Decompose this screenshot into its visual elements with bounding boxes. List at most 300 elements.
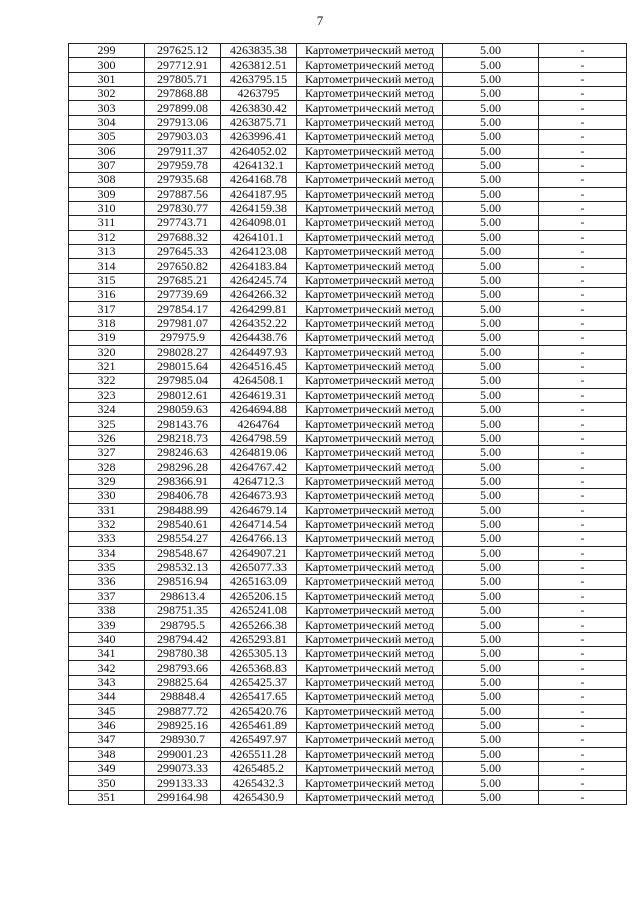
point-number-cell: 346 — [69, 718, 145, 732]
method-cell: Картометрический метод — [297, 331, 443, 345]
y-coordinate-cell: 4264245.74 — [221, 273, 297, 287]
method-cell: Картометрический метод — [297, 187, 443, 201]
point-number-cell: 299 — [69, 44, 145, 58]
y-coordinate-cell: 4263830.42 — [221, 101, 297, 115]
point-number-cell: 339 — [69, 618, 145, 632]
accuracy-cell: 5.00 — [443, 201, 539, 215]
accuracy-cell: 5.00 — [443, 776, 539, 790]
point-number-cell: 343 — [69, 675, 145, 689]
description-cell: - — [539, 690, 627, 704]
x-coordinate-cell: 297911.37 — [145, 144, 221, 158]
x-coordinate-cell: 297913.06 — [145, 115, 221, 129]
table-row — [69, 546, 627, 560]
y-coordinate-cell: 4264183.84 — [221, 259, 297, 273]
point-number-cell: 329 — [69, 474, 145, 488]
table-row — [69, 331, 627, 345]
y-coordinate-cell: 4265432.3 — [221, 776, 297, 790]
point-number-cell: 330 — [69, 489, 145, 503]
point-number-cell: 345 — [69, 704, 145, 718]
accuracy-cell: 5.00 — [443, 302, 539, 316]
y-coordinate-cell: 4263996.41 — [221, 130, 297, 144]
accuracy-cell: 5.00 — [443, 733, 539, 747]
x-coordinate-cell: 298848.4 — [145, 690, 221, 704]
table-row — [69, 187, 627, 201]
accuracy-cell: 5.00 — [443, 417, 539, 431]
table-row — [69, 690, 627, 704]
accuracy-cell: 5.00 — [443, 704, 539, 718]
point-number-cell: 347 — [69, 733, 145, 747]
description-cell: - — [539, 130, 627, 144]
description-cell: - — [539, 230, 627, 244]
accuracy-cell: 5.00 — [443, 761, 539, 775]
table-row — [69, 575, 627, 589]
table-row — [69, 560, 627, 574]
description-cell: - — [539, 273, 627, 287]
x-coordinate-cell: 297985.04 — [145, 374, 221, 388]
x-coordinate-cell: 297685.21 — [145, 273, 221, 287]
point-number-cell: 306 — [69, 144, 145, 158]
accuracy-cell: 5.00 — [443, 87, 539, 101]
y-coordinate-cell: 4264123.08 — [221, 245, 297, 259]
method-cell: Картометрический метод — [297, 44, 443, 58]
description-cell: - — [539, 302, 627, 316]
x-coordinate-cell: 297981.07 — [145, 316, 221, 330]
y-coordinate-cell: 4263835.38 — [221, 44, 297, 58]
y-coordinate-cell: 4264712.3 — [221, 474, 297, 488]
table-row — [69, 144, 627, 158]
method-cell: Картометрический метод — [297, 546, 443, 560]
y-coordinate-cell: 4265368.83 — [221, 661, 297, 675]
x-coordinate-cell: 298532.13 — [145, 560, 221, 574]
table-row — [69, 675, 627, 689]
method-cell: Картометрический метод — [297, 417, 443, 431]
method-cell: Картометрический метод — [297, 201, 443, 215]
point-number-cell: 310 — [69, 201, 145, 215]
point-number-cell: 349 — [69, 761, 145, 775]
point-number-cell: 350 — [69, 776, 145, 790]
accuracy-cell: 5.00 — [443, 331, 539, 345]
point-number-cell: 302 — [69, 87, 145, 101]
x-coordinate-cell: 298780.38 — [145, 647, 221, 661]
x-coordinate-cell: 298015.64 — [145, 359, 221, 373]
table-row — [69, 733, 627, 747]
description-cell: - — [539, 402, 627, 416]
x-coordinate-cell: 298930.7 — [145, 733, 221, 747]
y-coordinate-cell: 4264819.06 — [221, 446, 297, 460]
table-row — [69, 101, 627, 115]
x-coordinate-cell: 298825.64 — [145, 675, 221, 689]
method-cell: Картометрический метод — [297, 72, 443, 86]
x-coordinate-cell: 297899.08 — [145, 101, 221, 115]
method-cell: Картометрический метод — [297, 761, 443, 775]
point-number-cell: 326 — [69, 431, 145, 445]
table-row — [69, 288, 627, 302]
accuracy-cell: 5.00 — [443, 546, 539, 560]
table-row — [69, 589, 627, 603]
point-number-cell: 318 — [69, 316, 145, 330]
description-cell: - — [539, 790, 627, 804]
y-coordinate-cell: 4265497.97 — [221, 733, 297, 747]
accuracy-cell: 5.00 — [443, 402, 539, 416]
x-coordinate-cell: 297854.17 — [145, 302, 221, 316]
method-cell: Картометрический метод — [297, 144, 443, 158]
point-number-cell: 314 — [69, 259, 145, 273]
y-coordinate-cell: 4265293.81 — [221, 632, 297, 646]
x-coordinate-cell: 297959.78 — [145, 158, 221, 172]
description-cell: - — [539, 517, 627, 531]
x-coordinate-cell: 298218.73 — [145, 431, 221, 445]
y-coordinate-cell: 4264187.95 — [221, 187, 297, 201]
point-number-cell: 308 — [69, 173, 145, 187]
method-cell: Картометрический метод — [297, 690, 443, 704]
table-row — [69, 273, 627, 287]
x-coordinate-cell: 299133.33 — [145, 776, 221, 790]
description-cell: - — [539, 532, 627, 546]
method-cell: Картометрический метод — [297, 101, 443, 115]
method-cell: Картометрический метод — [297, 647, 443, 661]
point-number-cell: 315 — [69, 273, 145, 287]
accuracy-cell: 5.00 — [443, 661, 539, 675]
x-coordinate-cell: 298795.5 — [145, 618, 221, 632]
table-row — [69, 532, 627, 546]
method-cell: Картометрический метод — [297, 388, 443, 402]
x-coordinate-cell: 297975.9 — [145, 331, 221, 345]
accuracy-cell: 5.00 — [443, 589, 539, 603]
method-cell: Картометрический метод — [297, 173, 443, 187]
x-coordinate-cell: 298059.63 — [145, 402, 221, 416]
x-coordinate-cell: 298751.35 — [145, 604, 221, 618]
method-cell: Картометрический метод — [297, 288, 443, 302]
table-row — [69, 359, 627, 373]
description-cell: - — [539, 316, 627, 330]
x-coordinate-cell: 297712.91 — [145, 58, 221, 72]
table-row — [69, 417, 627, 431]
description-cell: - — [539, 158, 627, 172]
point-number-cell: 331 — [69, 503, 145, 517]
table-row — [69, 718, 627, 732]
x-coordinate-cell: 298548.67 — [145, 546, 221, 560]
x-coordinate-cell: 297868.88 — [145, 87, 221, 101]
method-cell: Картометрический метод — [297, 604, 443, 618]
table-row — [69, 115, 627, 129]
accuracy-cell: 5.00 — [443, 790, 539, 804]
accuracy-cell: 5.00 — [443, 158, 539, 172]
description-cell: - — [539, 115, 627, 129]
description-cell: - — [539, 101, 627, 115]
method-cell: Картометрический метод — [297, 158, 443, 172]
point-number-cell: 319 — [69, 331, 145, 345]
method-cell: Картометрический метод — [297, 503, 443, 517]
y-coordinate-cell: 4264052.02 — [221, 144, 297, 158]
accuracy-cell: 5.00 — [443, 130, 539, 144]
table-row — [69, 661, 627, 675]
method-cell: Картометрический метод — [297, 718, 443, 732]
y-coordinate-cell: 4264673.93 — [221, 489, 297, 503]
x-coordinate-cell: 297645.33 — [145, 245, 221, 259]
x-coordinate-cell: 298554.27 — [145, 532, 221, 546]
y-coordinate-cell: 4263875.71 — [221, 115, 297, 129]
x-coordinate-cell: 298406.78 — [145, 489, 221, 503]
x-coordinate-cell: 298012.61 — [145, 388, 221, 402]
y-coordinate-cell: 4264266.32 — [221, 288, 297, 302]
table-row — [69, 618, 627, 632]
accuracy-cell: 5.00 — [443, 388, 539, 402]
y-coordinate-cell: 4264679.14 — [221, 503, 297, 517]
method-cell: Картометрический метод — [297, 575, 443, 589]
accuracy-cell: 5.00 — [443, 632, 539, 646]
point-number-cell: 337 — [69, 589, 145, 603]
table-row — [69, 87, 627, 101]
description-cell: - — [539, 173, 627, 187]
x-coordinate-cell: 299073.33 — [145, 761, 221, 775]
description-cell: - — [539, 632, 627, 646]
description-cell: - — [539, 589, 627, 603]
page-number: 7 — [316, 13, 324, 28]
point-number-cell: 301 — [69, 72, 145, 86]
table-row — [69, 474, 627, 488]
description-cell: - — [539, 58, 627, 72]
description-cell: - — [539, 187, 627, 201]
point-number-cell: 351 — [69, 790, 145, 804]
accuracy-cell: 5.00 — [443, 345, 539, 359]
description-cell: - — [539, 704, 627, 718]
method-cell: Картометрический метод — [297, 460, 443, 474]
x-coordinate-cell: 297887.56 — [145, 187, 221, 201]
point-number-cell: 328 — [69, 460, 145, 474]
method-cell: Картометрический метод — [297, 87, 443, 101]
table-row — [69, 388, 627, 402]
method-cell: Картометрический метод — [297, 661, 443, 675]
x-coordinate-cell: 299164.98 — [145, 790, 221, 804]
x-coordinate-cell: 299001.23 — [145, 747, 221, 761]
y-coordinate-cell: 4265241.08 — [221, 604, 297, 618]
point-number-cell: 316 — [69, 288, 145, 302]
y-coordinate-cell: 4264352.22 — [221, 316, 297, 330]
y-coordinate-cell: 4264497.93 — [221, 345, 297, 359]
x-coordinate-cell: 297903.03 — [145, 130, 221, 144]
description-cell: - — [539, 575, 627, 589]
point-number-cell: 324 — [69, 402, 145, 416]
point-number-cell: 305 — [69, 130, 145, 144]
y-coordinate-cell: 4264438.76 — [221, 331, 297, 345]
point-number-cell: 327 — [69, 446, 145, 460]
x-coordinate-cell: 297805.71 — [145, 72, 221, 86]
description-cell: - — [539, 417, 627, 431]
accuracy-cell: 5.00 — [443, 618, 539, 632]
table-row — [69, 446, 627, 460]
table-row — [69, 489, 627, 503]
table-row — [69, 402, 627, 416]
accuracy-cell: 5.00 — [443, 273, 539, 287]
y-coordinate-cell: 4265305.13 — [221, 647, 297, 661]
table-row — [69, 158, 627, 172]
table-row — [69, 72, 627, 86]
description-cell: - — [539, 503, 627, 517]
x-coordinate-cell: 298540.61 — [145, 517, 221, 531]
accuracy-cell: 5.00 — [443, 259, 539, 273]
point-number-cell: 321 — [69, 359, 145, 373]
table-row — [69, 632, 627, 646]
method-cell: Картометрический метод — [297, 302, 443, 316]
table-row — [69, 173, 627, 187]
x-coordinate-cell: 297739.69 — [145, 288, 221, 302]
point-number-cell: 303 — [69, 101, 145, 115]
y-coordinate-cell: 4264132.1 — [221, 158, 297, 172]
method-cell: Картометрический метод — [297, 316, 443, 330]
y-coordinate-cell: 4264766.13 — [221, 532, 297, 546]
point-number-cell: 333 — [69, 532, 145, 546]
point-number-cell: 317 — [69, 302, 145, 316]
x-coordinate-cell: 298877.72 — [145, 704, 221, 718]
accuracy-cell: 5.00 — [443, 460, 539, 474]
table-row — [69, 130, 627, 144]
y-coordinate-cell: 4265417.65 — [221, 690, 297, 704]
description-cell: - — [539, 733, 627, 747]
description-cell: - — [539, 460, 627, 474]
description-cell: - — [539, 560, 627, 574]
description-cell: - — [539, 489, 627, 503]
description-cell: - — [539, 675, 627, 689]
description-cell: - — [539, 288, 627, 302]
method-cell: Картометрический метод — [297, 474, 443, 488]
x-coordinate-cell: 298488.99 — [145, 503, 221, 517]
point-number-cell: 307 — [69, 158, 145, 172]
description-cell: - — [539, 747, 627, 761]
y-coordinate-cell: 4265266.38 — [221, 618, 297, 632]
accuracy-cell: 5.00 — [443, 517, 539, 531]
accuracy-cell: 5.00 — [443, 718, 539, 732]
accuracy-cell: 5.00 — [443, 690, 539, 704]
method-cell: Картометрический метод — [297, 259, 443, 273]
coordinates-table-body — [69, 44, 627, 805]
description-cell: - — [539, 201, 627, 215]
description-cell: - — [539, 618, 627, 632]
accuracy-cell: 5.00 — [443, 446, 539, 460]
accuracy-cell: 5.00 — [443, 230, 539, 244]
point-number-cell: 313 — [69, 245, 145, 259]
method-cell: Картометрический метод — [297, 359, 443, 373]
accuracy-cell: 5.00 — [443, 72, 539, 86]
method-cell: Картометрический метод — [297, 489, 443, 503]
description-cell: - — [539, 259, 627, 273]
x-coordinate-cell: 298028.27 — [145, 345, 221, 359]
point-number-cell: 311 — [69, 216, 145, 230]
x-coordinate-cell: 298143.76 — [145, 417, 221, 431]
description-cell: - — [539, 44, 627, 58]
method-cell: Картометрический метод — [297, 216, 443, 230]
point-number-cell: 320 — [69, 345, 145, 359]
description-cell: - — [539, 474, 627, 488]
method-cell: Картометрический метод — [297, 230, 443, 244]
description-cell: - — [539, 388, 627, 402]
description-cell: - — [539, 331, 627, 345]
table-row — [69, 345, 627, 359]
point-number-cell: 325 — [69, 417, 145, 431]
accuracy-cell: 5.00 — [443, 144, 539, 158]
method-cell: Картометрический метод — [297, 618, 443, 632]
method-cell: Картометрический метод — [297, 532, 443, 546]
accuracy-cell: 5.00 — [443, 431, 539, 445]
x-coordinate-cell: 297935.68 — [145, 173, 221, 187]
y-coordinate-cell: 4265485.2 — [221, 761, 297, 775]
method-cell: Картометрический метод — [297, 560, 443, 574]
point-number-cell: 342 — [69, 661, 145, 675]
accuracy-cell: 5.00 — [443, 489, 539, 503]
table-row — [69, 704, 627, 718]
y-coordinate-cell: 4263812.51 — [221, 58, 297, 72]
method-cell: Картометрический метод — [297, 130, 443, 144]
y-coordinate-cell: 4265430.9 — [221, 790, 297, 804]
x-coordinate-cell: 298925.16 — [145, 718, 221, 732]
method-cell: Картометрический метод — [297, 747, 443, 761]
table-row — [69, 245, 627, 259]
y-coordinate-cell: 4264299.81 — [221, 302, 297, 316]
accuracy-cell: 5.00 — [443, 474, 539, 488]
accuracy-cell: 5.00 — [443, 288, 539, 302]
method-cell: Картометрический метод — [297, 790, 443, 804]
y-coordinate-cell: 4265420.76 — [221, 704, 297, 718]
point-number-cell: 304 — [69, 115, 145, 129]
y-coordinate-cell: 4264516.45 — [221, 359, 297, 373]
point-number-cell: 312 — [69, 230, 145, 244]
accuracy-cell: 5.00 — [443, 115, 539, 129]
y-coordinate-cell: 4264694.88 — [221, 402, 297, 416]
description-cell: - — [539, 374, 627, 388]
method-cell: Картометрический метод — [297, 776, 443, 790]
y-coordinate-cell: 4265206.15 — [221, 589, 297, 603]
accuracy-cell: 5.00 — [443, 173, 539, 187]
table-row — [69, 790, 627, 804]
accuracy-cell: 5.00 — [443, 647, 539, 661]
method-cell: Картометрический метод — [297, 58, 443, 72]
table-row — [69, 503, 627, 517]
x-coordinate-cell: 298366.91 — [145, 474, 221, 488]
accuracy-cell: 5.00 — [443, 604, 539, 618]
accuracy-cell: 5.00 — [443, 245, 539, 259]
x-coordinate-cell: 298793.66 — [145, 661, 221, 675]
y-coordinate-cell: 4264907.21 — [221, 546, 297, 560]
method-cell: Картометрический метод — [297, 589, 443, 603]
table-row — [69, 374, 627, 388]
x-coordinate-cell: 298794.42 — [145, 632, 221, 646]
y-coordinate-cell: 4265163.09 — [221, 575, 297, 589]
point-number-cell: 340 — [69, 632, 145, 646]
method-cell: Картометрический метод — [297, 374, 443, 388]
y-coordinate-cell: 4264767.42 — [221, 460, 297, 474]
table-row — [69, 302, 627, 316]
table-row — [69, 460, 627, 474]
point-number-cell: 336 — [69, 575, 145, 589]
x-coordinate-cell: 298246.63 — [145, 446, 221, 460]
method-cell: Картометрический метод — [297, 704, 443, 718]
description-cell: - — [539, 546, 627, 560]
accuracy-cell: 5.00 — [443, 359, 539, 373]
table-row — [69, 316, 627, 330]
x-coordinate-cell: 298296.28 — [145, 460, 221, 474]
point-number-cell: 323 — [69, 388, 145, 402]
description-cell: - — [539, 144, 627, 158]
table-row — [69, 761, 627, 775]
accuracy-cell: 5.00 — [443, 560, 539, 574]
table-row — [69, 647, 627, 661]
table-row — [69, 259, 627, 273]
table-row — [69, 44, 627, 58]
method-cell: Картометрический метод — [297, 245, 443, 259]
description-cell: - — [539, 245, 627, 259]
point-number-cell: 338 — [69, 604, 145, 618]
x-coordinate-cell: 297625.12 — [145, 44, 221, 58]
description-cell: - — [539, 604, 627, 618]
